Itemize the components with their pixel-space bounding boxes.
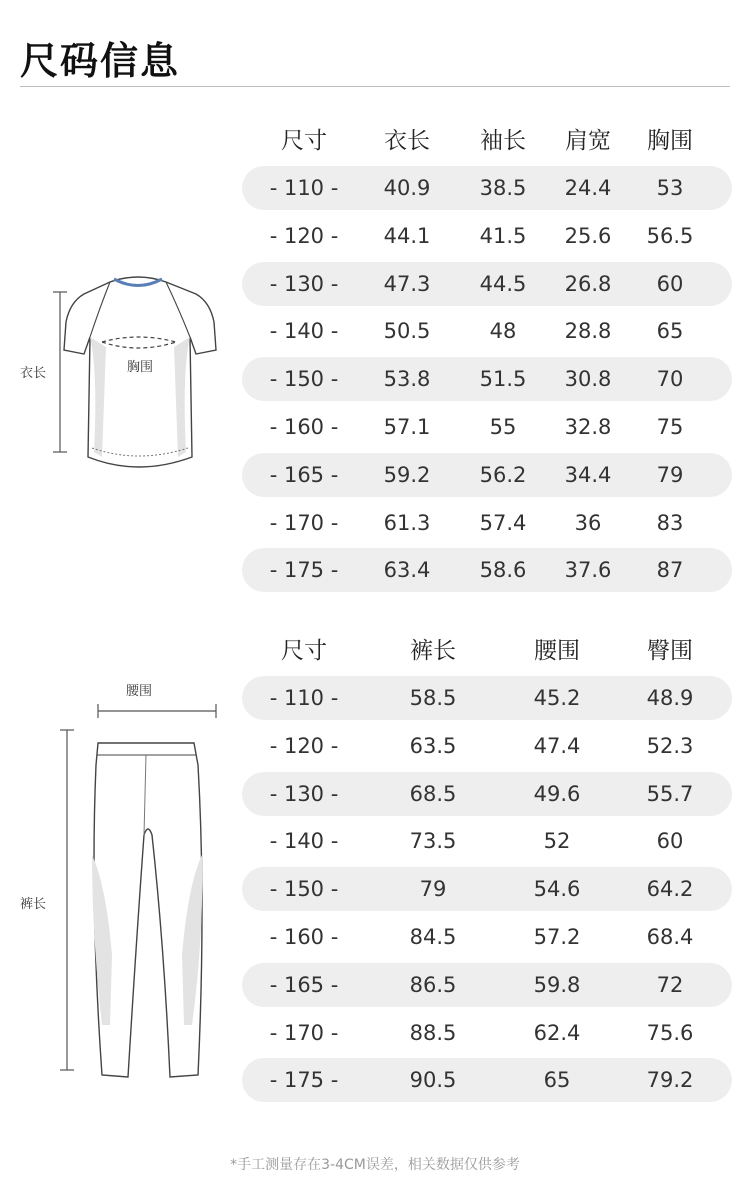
value-cell: 56.2	[479, 462, 527, 487]
value-cell: 60	[656, 271, 684, 296]
value-cell: 53.8	[383, 367, 431, 392]
value-cell: 87	[656, 558, 684, 583]
value-cell: 58.5	[409, 686, 457, 710]
table-row	[242, 405, 732, 449]
value-cell: 56.5	[646, 223, 694, 248]
pants-length-label: 裤长	[20, 897, 47, 912]
value-cell: 62.4	[533, 1020, 581, 1045]
value-cell: 47.4	[533, 733, 581, 758]
value-cell: 55	[489, 415, 517, 439]
top-header-sleeve: 袖长	[480, 127, 526, 154]
table-row	[242, 724, 732, 768]
value-cell: 48.9	[646, 686, 694, 710]
bottom-header-waist: 腰围	[534, 637, 580, 664]
value-cell: 68.4	[646, 925, 694, 949]
bottom-header-hip: 臀围	[647, 637, 693, 664]
value-cell: 54.6	[533, 877, 581, 902]
value-cell: 44.1	[383, 223, 431, 248]
value-cell: 84.5	[409, 925, 457, 949]
pants-waist-label: 腰围	[126, 684, 153, 699]
value-cell: 45.2	[533, 686, 581, 710]
size-cell: - 140 -	[269, 829, 339, 854]
value-cell: 38.5	[479, 176, 527, 200]
bottom-header-length: 裤长	[410, 637, 456, 664]
table-row	[242, 915, 732, 959]
value-cell: 60	[656, 829, 684, 854]
value-cell: 64.2	[646, 877, 694, 902]
top-header-chest: 胸围	[647, 127, 693, 154]
table-row	[242, 166, 732, 210]
size-cell: - 150 -	[269, 877, 339, 902]
size-cell: - 110 -	[269, 176, 339, 200]
value-cell: 73.5	[409, 829, 457, 854]
value-cell: 52.3	[646, 733, 694, 758]
value-cell: 28.8	[564, 319, 612, 344]
value-cell: 25.6	[564, 223, 612, 248]
size-cell: - 150 -	[269, 367, 339, 392]
value-cell: 51.5	[479, 367, 527, 392]
value-cell: 24.4	[564, 176, 612, 200]
table-row	[242, 819, 732, 863]
value-cell: 53	[656, 176, 684, 200]
size-cell: - 165 -	[269, 462, 339, 487]
size-cell: - 120 -	[269, 733, 339, 758]
table-row	[242, 453, 732, 497]
size-cell: - 175 -	[269, 558, 339, 583]
table-row	[242, 501, 732, 545]
value-cell: 49.6	[533, 781, 581, 806]
value-cell: 70	[656, 367, 684, 392]
size-cell: - 160 -	[269, 415, 339, 439]
page-title: 尺码信息	[20, 39, 181, 83]
size-cell: - 120 -	[269, 223, 339, 248]
value-cell: 86.5	[409, 972, 457, 997]
value-cell: 79	[419, 877, 447, 902]
value-cell: 68.5	[409, 781, 457, 806]
value-cell: 75	[656, 415, 684, 439]
shirt-length-label: 衣长	[20, 366, 47, 381]
top-table-header	[242, 118, 732, 158]
value-cell: 83	[656, 510, 684, 535]
bottom-table-header	[242, 628, 732, 668]
value-cell: 59.8	[533, 972, 581, 997]
table-row	[242, 214, 732, 258]
size-cell: - 175 -	[269, 1068, 339, 1093]
table-row	[242, 548, 732, 592]
value-cell: 61.3	[383, 510, 431, 535]
value-cell: 57.1	[383, 415, 431, 439]
value-cell: 37.6	[564, 558, 612, 583]
table-row	[242, 1058, 732, 1102]
value-cell: 36	[574, 510, 602, 535]
value-cell: 79	[656, 462, 684, 487]
top-header-shoulder: 肩宽	[565, 127, 611, 154]
value-cell: 57.2	[533, 925, 581, 949]
table-row	[242, 676, 732, 720]
table-row	[242, 357, 732, 401]
value-cell: 72	[656, 972, 684, 997]
size-cell: - 130 -	[269, 781, 339, 806]
value-cell: 90.5	[409, 1068, 457, 1093]
size-cell: - 165 -	[269, 972, 339, 997]
bottom-header-size: 尺寸	[281, 637, 327, 664]
size-cell: - 140 -	[269, 319, 339, 344]
value-cell: 75.6	[646, 1020, 694, 1045]
shirt-diagram	[18, 262, 228, 472]
title-divider	[20, 86, 730, 87]
value-cell: 59.2	[383, 462, 431, 487]
size-cell: - 160 -	[269, 925, 339, 949]
table-row	[242, 772, 732, 816]
value-cell: 52	[543, 829, 571, 854]
table-row	[242, 262, 732, 306]
value-cell: 41.5	[479, 223, 527, 248]
table-row	[242, 867, 732, 911]
value-cell: 57.4	[479, 510, 527, 535]
value-cell: 50.5	[383, 319, 431, 344]
top-header-size: 尺寸	[281, 127, 327, 154]
size-cell: - 130 -	[269, 271, 339, 296]
table-row	[242, 309, 732, 353]
value-cell: 79.2	[646, 1068, 694, 1093]
value-cell: 47.3	[383, 271, 431, 296]
value-cell: 63.4	[383, 558, 431, 583]
value-cell: 34.4	[564, 462, 612, 487]
value-cell: 30.8	[564, 367, 612, 392]
value-cell: 58.6	[479, 558, 527, 583]
size-cell: - 170 -	[269, 1020, 339, 1045]
top-size-table	[242, 118, 732, 593]
footnote: *手工测量存在3-4CM误差，相关数据仅供参考	[230, 1157, 520, 1173]
value-cell: 63.5	[409, 733, 457, 758]
bottom-size-table	[242, 628, 732, 1103]
value-cell: 32.8	[564, 415, 612, 439]
top-header-length: 衣长	[384, 127, 430, 154]
value-cell: 65	[656, 319, 684, 344]
size-cell: - 110 -	[269, 686, 339, 710]
value-cell: 55.7	[646, 781, 694, 806]
value-cell: 65	[543, 1068, 571, 1093]
value-cell: 48	[489, 319, 517, 344]
shirt-chest-label: 胸围	[127, 360, 154, 375]
value-cell: 88.5	[409, 1020, 457, 1045]
value-cell: 26.8	[564, 271, 612, 296]
table-row	[242, 963, 732, 1007]
value-cell: 44.5	[479, 271, 527, 296]
size-cell: - 170 -	[269, 510, 339, 535]
pants-diagram	[40, 695, 230, 1085]
table-row	[242, 1011, 732, 1055]
value-cell: 40.9	[383, 176, 431, 200]
